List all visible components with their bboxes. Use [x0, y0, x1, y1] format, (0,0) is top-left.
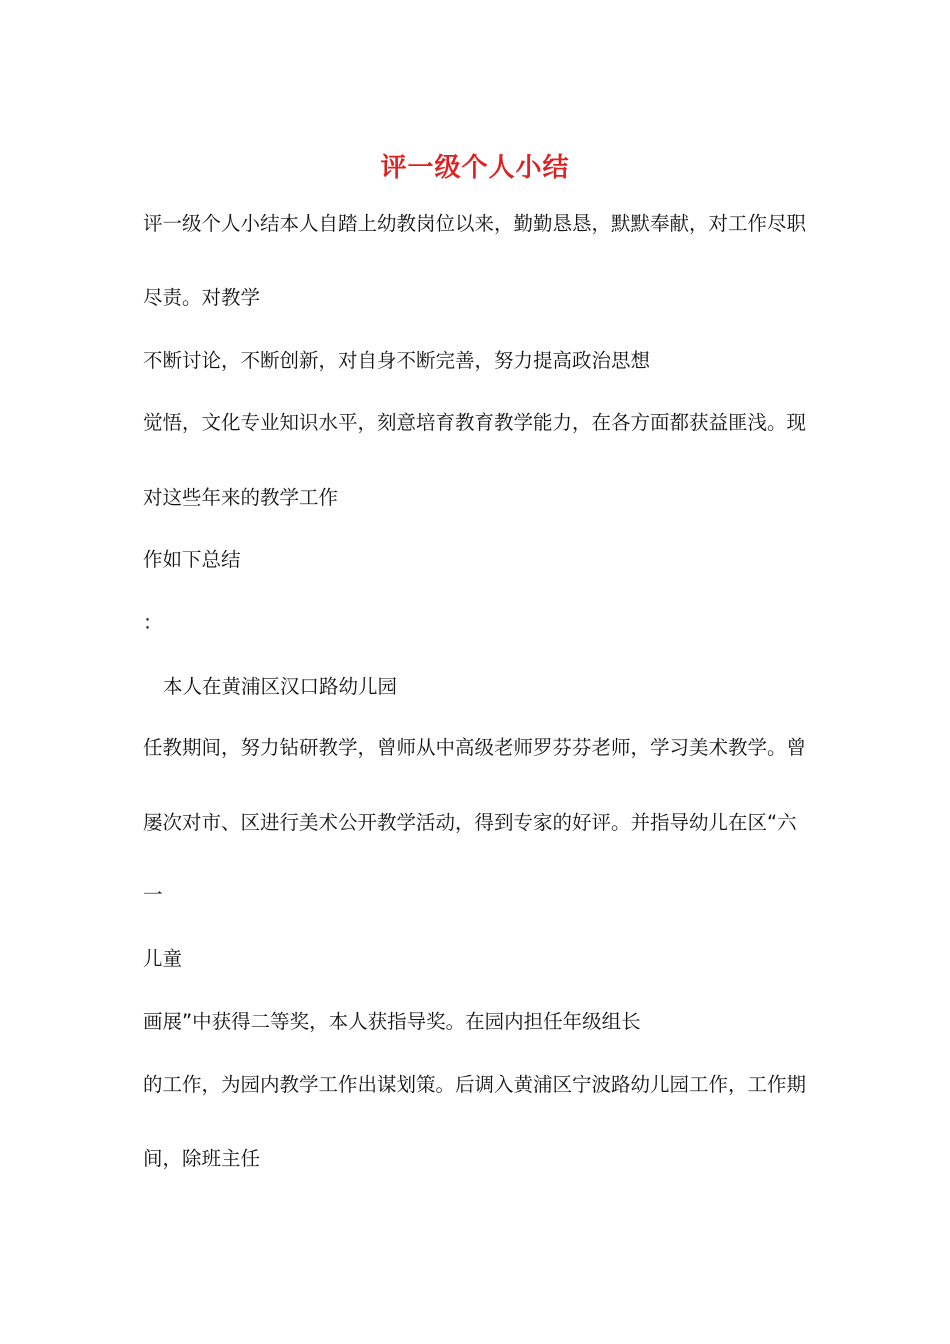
- paragraph-line: 尽责。对教学: [143, 286, 261, 309]
- paragraph-line: 任教期间，努力钻研教学，曾师从中高级老师罗芬芬老师，学习美术教学。曾: [143, 736, 807, 759]
- paragraph-line: 对这些年来的教学工作: [143, 486, 339, 509]
- paragraph-line: 评一级个人小结本人自踏上幼教岗位以来，勤勤恳恳，默默奉献，对工作尽职: [143, 212, 807, 235]
- paragraph-line: 一: [143, 883, 163, 906]
- paragraph-line: 本人在黄浦区汉口路幼儿园: [163, 675, 398, 698]
- paragraph-line: ：: [143, 611, 163, 634]
- paragraph-line: 不断讨论，不断创新，对自身不断完善，努力提高政治思想: [143, 349, 651, 372]
- paragraph-line: 作如下总结: [143, 548, 241, 571]
- paragraph-line: 间，除班主任: [143, 1147, 261, 1170]
- paragraph-line: 儿童: [143, 947, 183, 970]
- paragraph-line: 屡次对市、区进行美术公开教学活动，得到专家的好评。并指导幼儿在区“六: [143, 811, 797, 834]
- paragraph-line: 觉悟，文化专业知识水平，刻意培育教育教学能力，在各方面都获益匪浅。现: [143, 411, 807, 434]
- paragraph-line: 画展”中获得二等奖，本人获指导奖。在园内担任年级组长: [143, 1010, 641, 1033]
- document-title: 评一级个人小结: [380, 153, 570, 183]
- paragraph-line: 的工作，为园内教学工作出谋划策。后调入黄浦区宁波路幼儿园工作，工作期: [143, 1073, 807, 1096]
